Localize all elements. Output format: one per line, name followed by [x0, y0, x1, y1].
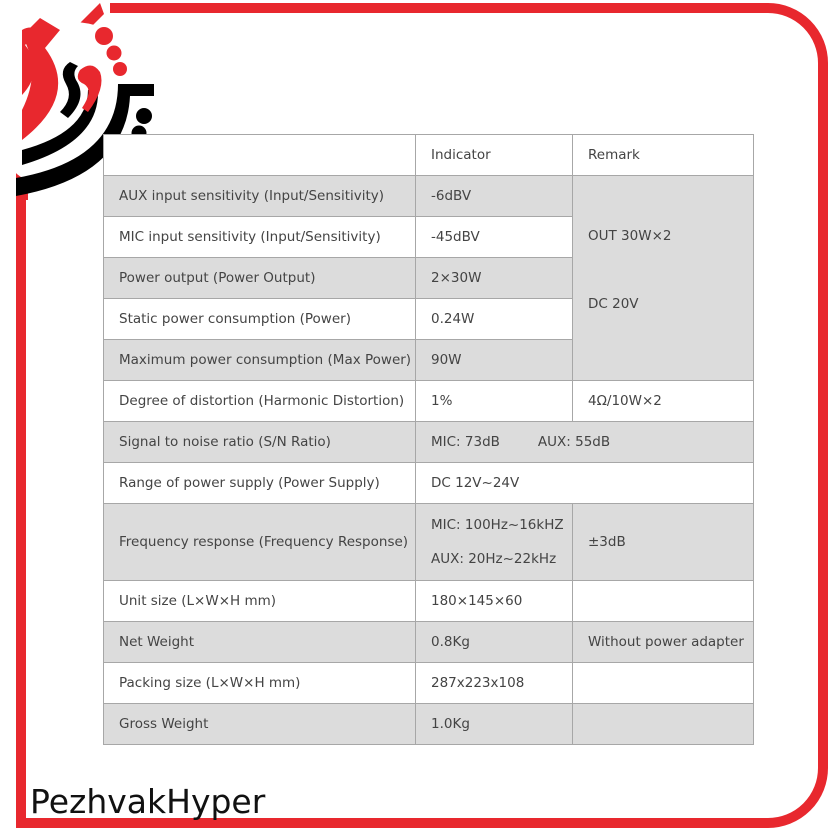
param-cell: Signal to noise ratio (S/N Ratio) [104, 422, 416, 463]
table-row [104, 504, 754, 581]
remark-cell [573, 704, 754, 745]
param-cell: Range of power supply (Power Supply) [104, 463, 416, 504]
indicator-cell-sn [416, 422, 754, 463]
indicator-cell: DC 12V~24V [416, 463, 754, 504]
indicator-cell: 2×30W [416, 258, 573, 299]
table-row [104, 581, 754, 622]
header-remark: Remark [573, 135, 754, 176]
param-cell: Degree of distortion (Harmonic Distortion) [104, 381, 416, 422]
freq-mic: MIC: 100Hz~16kHZ [431, 517, 564, 533]
param-cell: AUX input sensitivity (Input/Sensitivity) [104, 176, 416, 217]
remark-cell [573, 663, 754, 704]
table-row [104, 622, 754, 663]
remark-dc: DC 20V [588, 296, 639, 312]
indicator-cell: 0.8Kg [416, 622, 573, 663]
table-row [104, 704, 754, 745]
indicator-cell: 1.0Kg [416, 704, 573, 745]
brand-name: PezhvakHyper [30, 782, 266, 821]
param-cell: Gross Weight [104, 704, 416, 745]
sn-aux: AUX: 55dB [537, 434, 611, 450]
remark-out: OUT 30W×2 [588, 228, 672, 244]
param-cell: Unit size (L×W×H mm) [104, 581, 416, 622]
remark-cell: Without power adapter [573, 622, 754, 663]
indicator-cell: -6dBV [416, 176, 573, 217]
merged-remark-cell [573, 176, 754, 381]
indicator-cell: 0.24W [416, 299, 573, 340]
param-cell: Maximum power consumption (Max Power) [104, 340, 416, 381]
param-cell: Packing size (L×W×H mm) [104, 663, 416, 704]
param-cell: Power output (Power Output) [104, 258, 416, 299]
spec-table [103, 134, 754, 745]
table-row [104, 422, 754, 463]
indicator-cell-freq [416, 504, 573, 581]
remark-cell: ±3dB [573, 504, 754, 581]
indicator-cell: 90W [416, 340, 573, 381]
header-parameter [104, 135, 416, 176]
table-header-row [104, 135, 754, 176]
param-cell: Frequency response (Frequency Response) [104, 504, 416, 581]
param-cell: Net Weight [104, 622, 416, 663]
remark-cell: 4Ω/10W×2 [573, 381, 754, 422]
param-cell: MIC input sensitivity (Input/Sensitivity) [104, 217, 416, 258]
indicator-cell: -45dBV [416, 217, 573, 258]
table-row [104, 381, 754, 422]
freq-aux: AUX: 20Hz~22kHz [431, 551, 557, 567]
header-indicator: Indicator [416, 135, 573, 176]
indicator-cell: 180×145×60 [416, 581, 573, 622]
remark-cell [573, 581, 754, 622]
table-row [104, 663, 754, 704]
param-cell: Static power consumption (Power) [104, 299, 416, 340]
sn-mic: MIC: 73dB [431, 434, 500, 450]
table-row [104, 176, 754, 217]
indicator-cell: 1% [416, 381, 573, 422]
indicator-cell: 287x223x108 [416, 663, 573, 704]
table-row [104, 463, 754, 504]
